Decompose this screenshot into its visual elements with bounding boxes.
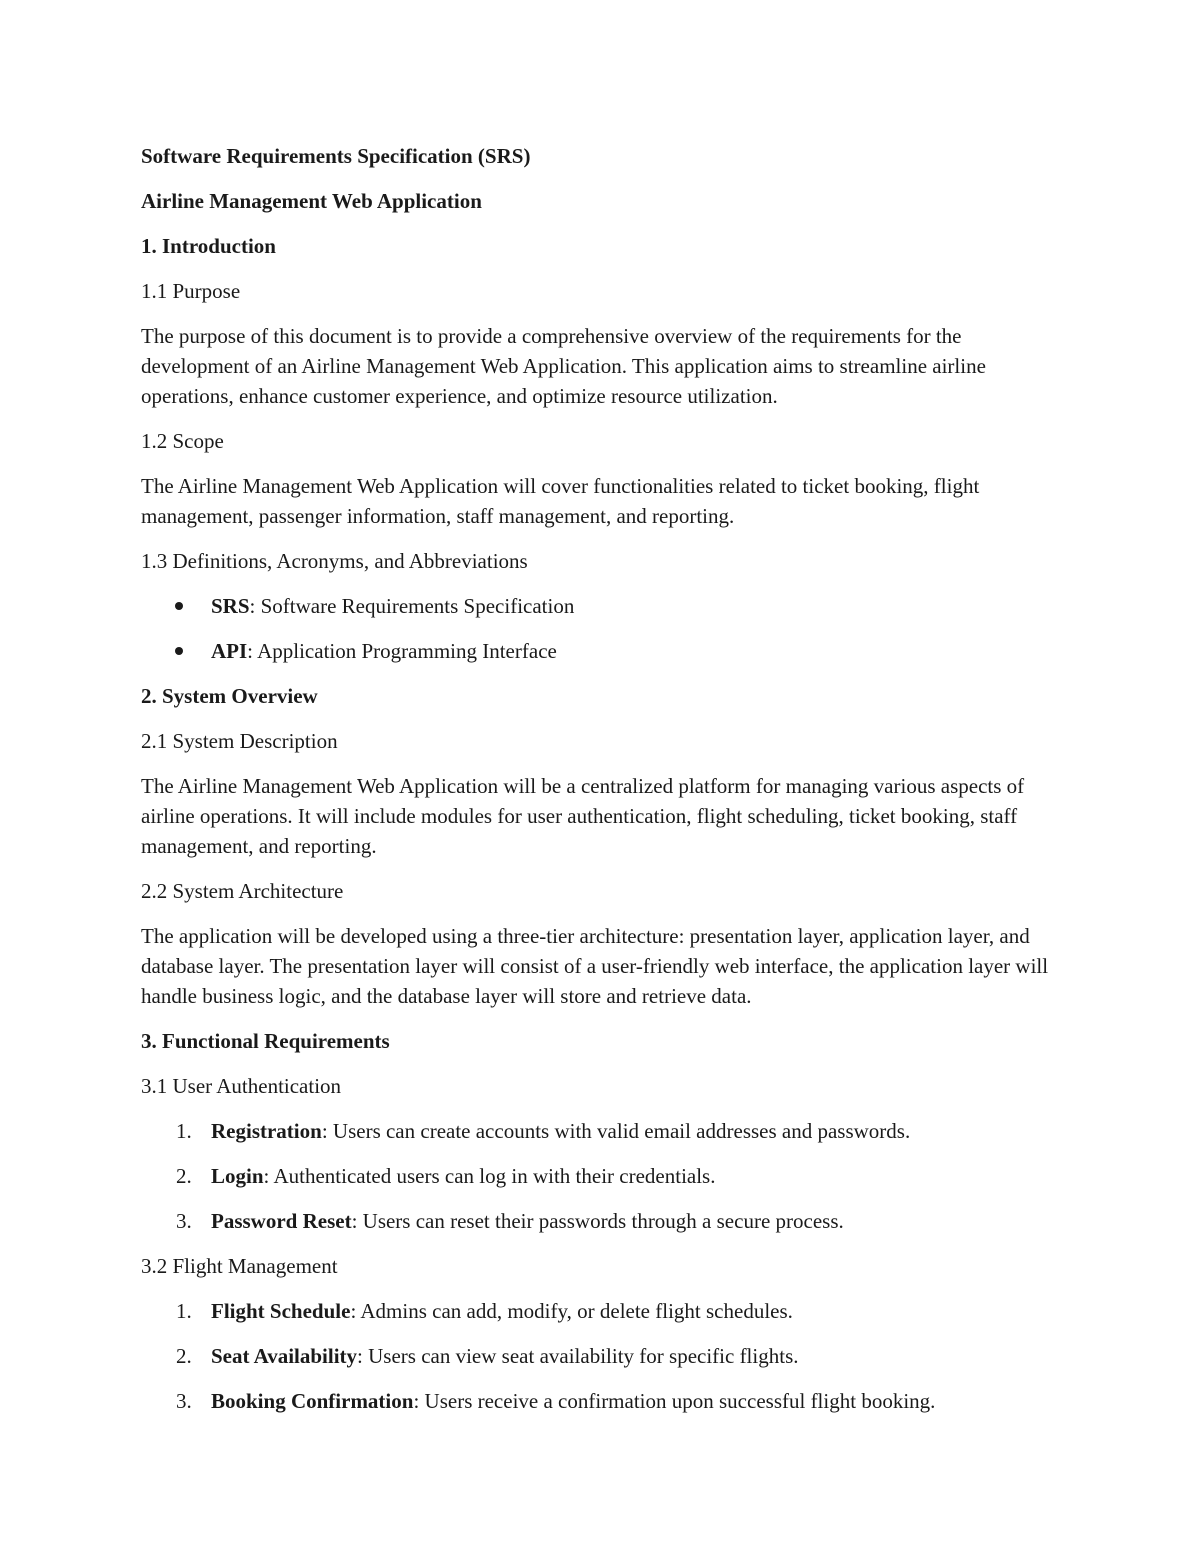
document-title: Software Requirements Specification (SRS) (141, 144, 531, 168)
list-number: 3. (176, 1209, 192, 1233)
subsection-heading-flight-management: 3.2 Flight Management (141, 1254, 338, 1278)
list-item (141, 591, 1071, 621)
subsection-heading-system-description: 2.1 System Description (141, 729, 338, 753)
requirement-desc: : Authenticated users can log in with their credentials. (263, 1164, 716, 1188)
list-number: 1. (176, 1119, 192, 1143)
list-item (141, 1161, 1071, 1191)
subsection-heading-user-authentication: 3.1 User Authentication (141, 1074, 342, 1098)
definition-desc: : Software Requirements Specification (249, 594, 575, 618)
list-item (141, 1341, 1071, 1371)
definition-term: SRS (211, 594, 250, 618)
list-item (141, 1116, 1071, 1146)
list-number: 2. (176, 1344, 192, 1368)
requirement-term: Booking Confirmation (211, 1389, 414, 1413)
list-item (141, 1206, 1071, 1236)
paragraph-scope: The Airline Management Web Application will cover functionalities related to ticket booking, flight management, passenger information, staff management, and reporting. (141, 474, 980, 528)
subsection-heading-purpose: 1.1 Purpose (141, 279, 241, 303)
subsection-heading-scope: 1.2 Scope (141, 429, 224, 453)
paragraph-purpose: The purpose of this document is to provide a comprehensive overview of the requirements for the development of an Airline Management Web Application. This application aims to streamline airline operations, enhance customer experience, and optimize resource utilization. (141, 324, 986, 408)
requirement-term: Flight Schedule (211, 1299, 351, 1323)
section-heading-introduction: 1. Introduction (141, 234, 276, 258)
definition-term: API (211, 639, 248, 663)
bullet-icon (175, 602, 183, 610)
requirement-term: Password Reset (211, 1209, 352, 1233)
requirement-term: Seat Availability (211, 1344, 358, 1368)
requirement-term: Login (211, 1164, 264, 1188)
bullet-icon (175, 647, 183, 655)
requirement-desc: : Users can create accounts with valid email addresses and passwords. (321, 1119, 911, 1143)
list-number: 3. (176, 1389, 192, 1413)
list-item (141, 636, 1071, 666)
paragraph-system-architecture: The application will be developed using a three-tier architecture: presentation layer, application layer, and database layer. The presentation layer will consist of a user-friendly web interface, the application layer will handle business logic, and the database layer will store and retrieve data. (141, 924, 1049, 1008)
section-heading-functional-requirements: 3. Functional Requirements (141, 1029, 390, 1053)
auth-requirements-list (141, 1116, 1071, 1236)
document-subtitle: Airline Management Web Application (141, 189, 482, 213)
definition-desc: : Application Programming Interface (247, 639, 557, 663)
paragraph-system-description: The Airline Management Web Application will be a centralized platform for managing various aspects of airline operations. It will include modules for user authentication, flight scheduling, ticket booking, staff management, and reporting. (141, 774, 1025, 858)
requirement-desc: : Users can reset their passwords through a secure process. (351, 1209, 844, 1233)
document-content (141, 141, 1071, 1431)
subsection-heading-system-architecture: 2.2 System Architecture (141, 879, 344, 903)
list-number: 2. (176, 1164, 192, 1188)
definitions-list (141, 591, 1071, 666)
subsection-heading-definitions: 1.3 Definitions, Acronyms, and Abbreviations (141, 549, 528, 573)
requirement-desc: : Users can view seat availability for specific flights. (357, 1344, 799, 1368)
requirement-desc: : Users receive a confirmation upon successful flight booking. (413, 1389, 936, 1413)
section-heading-system-overview: 2. System Overview (141, 684, 318, 708)
flight-requirements-list (141, 1296, 1071, 1416)
list-number: 1. (176, 1299, 192, 1323)
list-item (141, 1296, 1071, 1326)
requirement-desc: : Admins can add, modify, or delete flight schedules. (350, 1299, 793, 1323)
list-item (141, 1386, 1071, 1416)
requirement-term: Registration (211, 1119, 322, 1143)
